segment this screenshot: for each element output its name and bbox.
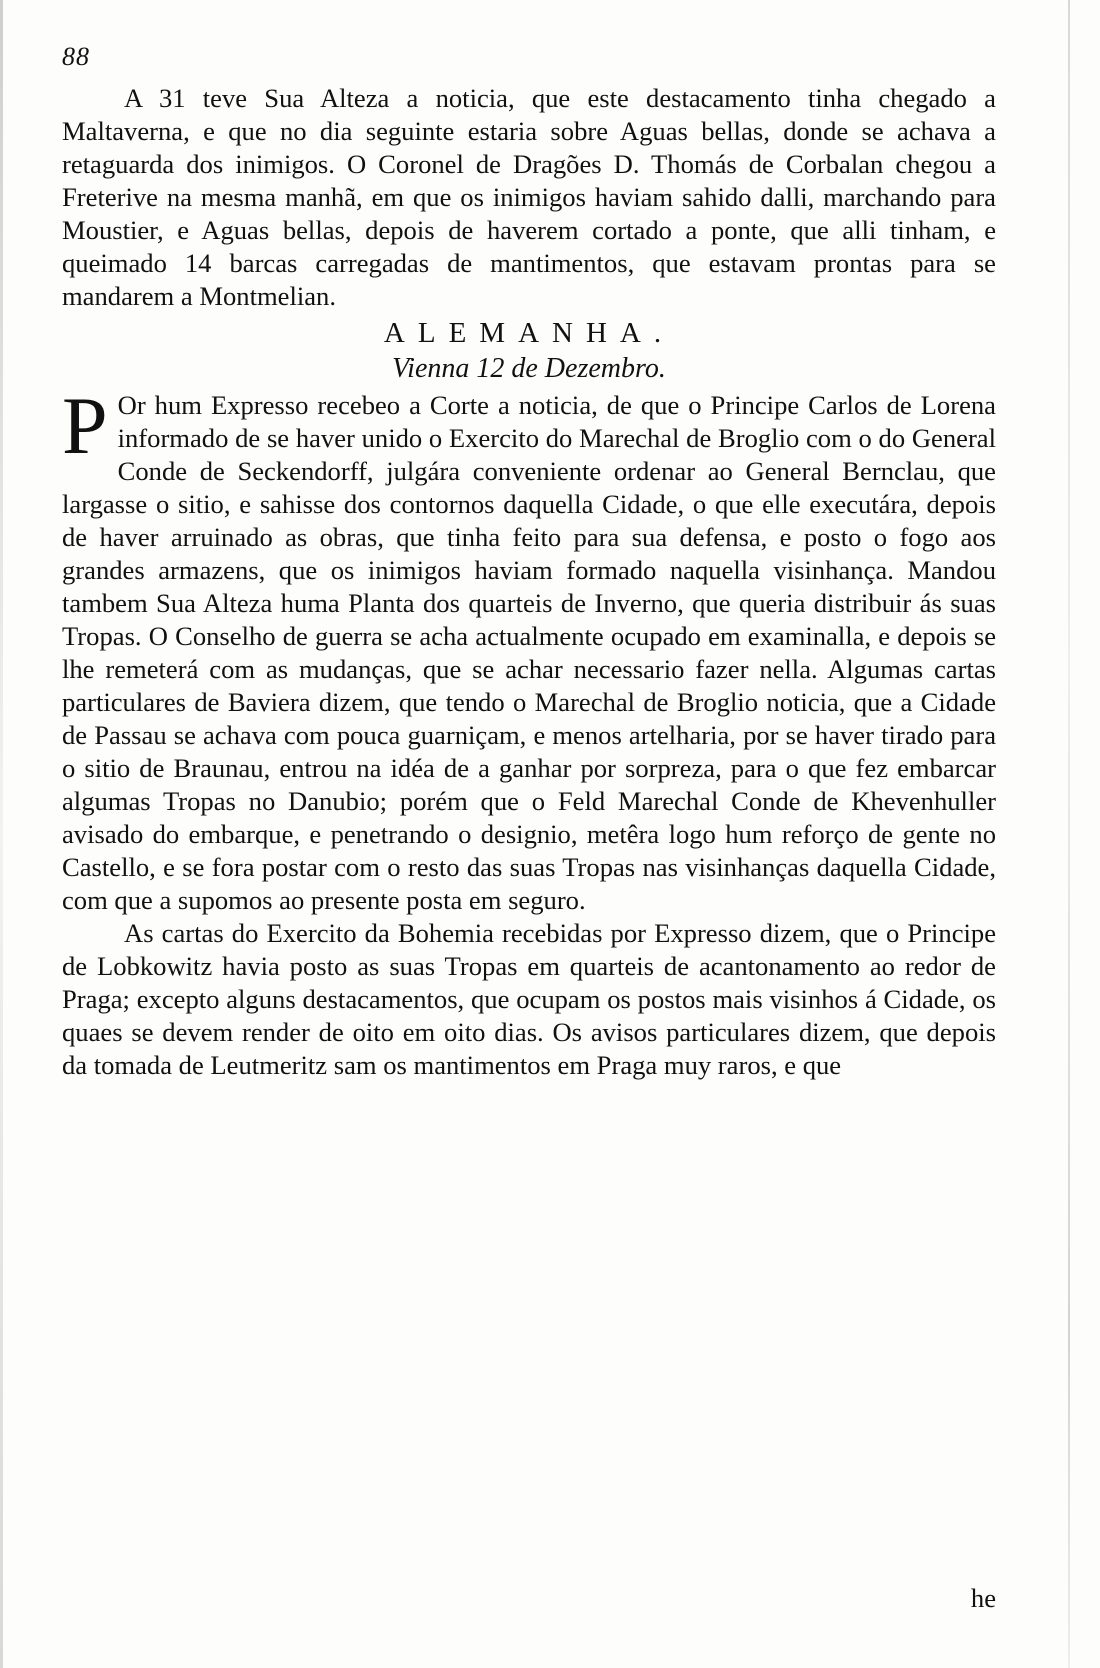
page-number: 88 (62, 42, 90, 71)
paragraph-vienna-text: Or hum Expresso recebeo a Corte a noticia, de que o Principe Carlos de Lorena informado de se haver unido o Exercito do Marechal de Broglio com o do General Conde de Seckendorff, julgára conveniente ordenar ao General Bernclau, que largasse o sitio, e sahisse dos contornos daquella Cidade, o que elle executára, depois de haver arruinado as obras, que tinha feito para sua defensa, e posto o fogo aos grandes armazens, que os inimigos haviam formado naquella visinhança. Mandou tambem Sua Alteza huma Planta dos quarteis de Inverno, que queria distribuir ás suas Tropas. O Conselho de guerra se acha actualmente ocupado em examinalla, e depois se lhe remeterá com as mudanças, que se achar necessario fazer nella. Algumas cartas particulares de Baviera dizem, que tendo o Marechal de Broglio noticia, que a Cidade de Passau se achava com pouca guarniçam, e menos artelharia, por se haver tirado para o sitio de Braunau, entrou na idéa de a ganhar por sorpreza, para o que fez embarcar algumas Tropas no Danubio; porém que o Feld Marechal Conde de Khevenhuller avisado do embarque, e penetrando o designio, metêra logo hum reforço de gente no Castello, e se fora postar com o resto das suas Tropas nas visinhanças daquella Cidade, com que a supomos ao presente posta em seguro. (62, 390, 996, 915)
page-edge-right (1068, 0, 1070, 1668)
paragraph-savoy-report: A 31 teve Sua Alteza a noticia, que este destacamento tinha chegado a Maltaverna, e que no dia seguinte estaria sobre Aguas bellas, donde se achava a retaguarda dos inimigos. O Coronel de Dragões D. Thomás de Corbalan chegou a Freterive na mesma manhã, em que os inimigos haviam sahido dalli, marchando para Moustier, e Aguas bellas, depois de haverem cortado a ponte, que alli tinham, e queimado 14 barcas carregadas de mantimentos, que estavam prontas para se mandarem a Montmelian. (62, 83, 996, 311)
main-text (62, 82, 996, 1082)
dateline: Vienna 12 de Dezembro. (392, 353, 666, 384)
drop-cap: P (62, 380, 108, 471)
page-edge-left (0, 0, 3, 1668)
section-heading: ALEMANHA. (383, 317, 675, 349)
catchword: he (970, 1583, 996, 1613)
paragraph-vienna-report (62, 380, 996, 917)
paragraph-bohemia-report: As cartas do Exercito da Bohemia recebidas por Expresso dizem, que o Principe de Lobkowitz havia posto as suas Tropas em quarteis de acantonamento ao redor de Praga; excepto alguns destacamentos, que ocupam os postos mais visinhos á Cidade, os quaes se devem render de oito em oito dias. Os avisos particulares dizem, que depois da tomada de Leutmeritz sam os mantimentos em Praga muy raros, e que (62, 918, 996, 1080)
